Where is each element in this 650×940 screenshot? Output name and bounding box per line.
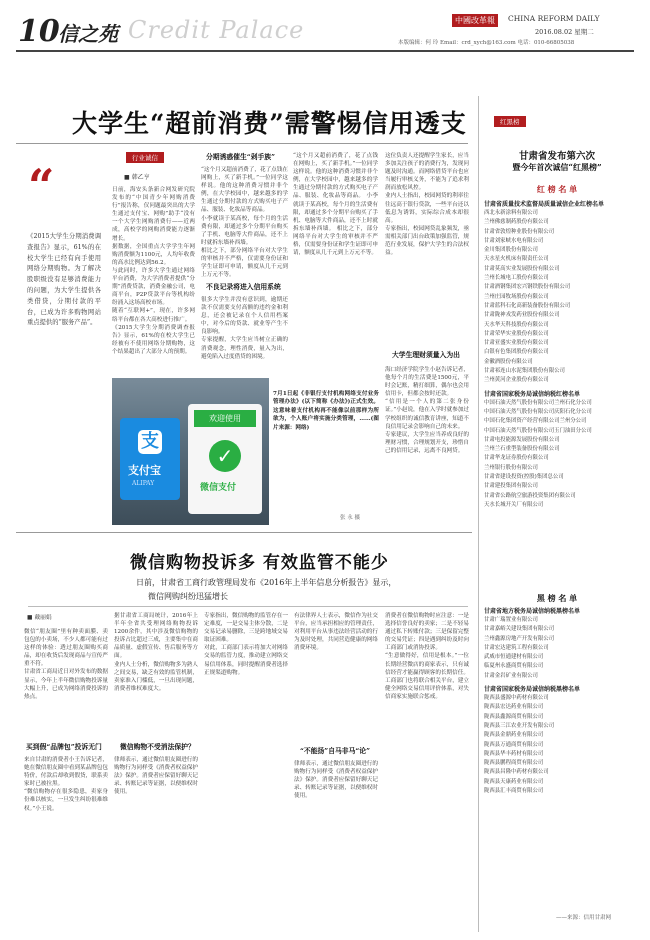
red-list-item: 兰州长城电工股份有限公司: [484, 275, 549, 282]
black-list: [484, 607, 630, 796]
black-list-item: 陇西县三江农业开发有限公司: [484, 722, 555, 729]
alipay-icon: 支: [138, 430, 162, 454]
black-list-item: 甘肃嘉峪关建设集团有限公司: [484, 626, 555, 633]
sidebar-title-2: 暨今年首次诚信“红黑榜”: [512, 162, 602, 172]
red-list-label: 红 榜 名 单: [536, 184, 578, 194]
alipay-label: 支付宝: [128, 464, 161, 477]
bottom-column-2b: 律师表示，通过微信朋友圈进行的购物行为同样受《消费者权益保护法》保护。消费者应保留好聊天记录、转账记录等证据，以便维权时使用。: [114, 757, 198, 796]
black-list-item: 甘肃金岩矿业有限公司: [484, 672, 538, 679]
category-badge: 行业诚信: [126, 152, 164, 163]
article-column-2c-text: “这个月又超前消费了，花了点钱在网购上，买了新手机。”一位同学这样说。他的这种消费习惯并非个例，在大学校园中，越来越多的学生通过分期付款的方式购买电子产品、服装、化妆品等商品。 小李就读于某高校，每个月的生活费有限，却通过多个分期平台购买了手机、电脑等大件商品，还不上时就拆东墙补西墙。 相比之下，部分网络平台对大学生的审核并不严格，仅需要身份证和学生证即可申请，额度从几千元到上万元不等。: [293, 153, 378, 257]
headline-rule: [16, 143, 468, 144]
black-list-state-tax: [484, 694, 630, 796]
black-list-item: 陇西县鹏程商贸有限公司: [484, 760, 544, 767]
red-list-tax: [484, 399, 630, 511]
black-list-item: 武威市恒通建材有限公司: [484, 654, 544, 661]
red-list-item: 西北永新涂料有限公司: [484, 210, 538, 216]
paper-logo: 中國改革報: [452, 14, 498, 27]
author-byline: ■ 韩乙亨: [124, 174, 150, 181]
red-list-item: 甘肃省公路航空旅游投资集团有限公司: [484, 492, 576, 499]
red-list-item: 甘肃蓝科石化高新装备股份有限公司: [484, 302, 571, 309]
section-title-en: Credit Palace: [128, 16, 305, 44]
payment-photo: [112, 378, 269, 525]
red-list-item: 甘肃陇神戎发药业股份有限公司: [484, 312, 560, 319]
bottom-column-3a: 专家指出，微信购物的监管存在一定难度，一是交易主体分散，二是交易记录易删除，三是跨地域交易取证困难。 对此，工商部门表示将加大对网络交易的监管力度，推动建立网络交易信用体系，同时提醒消费者选择正规渠道购物。: [204, 613, 288, 676]
black-list-label: 黑 榜 名 单: [536, 593, 578, 603]
black-list-item: 临夏州永盛商贸有限公司: [484, 663, 544, 670]
red-list-item: 中国石油天然气股份有限公司兰州石化分公司: [484, 399, 592, 406]
article-column-2a: “这个月又超前消费了，花了点钱在网购上，买了新手机。”一位同学这样说。他的这种消费习惯并非个例，在大学校园中，越来越多的学生通过分期付款的方式购买电子产品、服装、化妆品等商品。 小李就读于某高校，每个月的生活费有限，却通过多个分期平台购买了手机、电脑等大件商品，还不上时就拆东墙补西墙。 相比之下，部分网络平台对大学生的审核并不严格，仅需要身份证和学生证即可申请，额度从几千元到上万元不等。: [201, 167, 288, 279]
red-list-item: 天水华天科技股份有限公司: [484, 321, 549, 328]
article-column-2b: 很多大学生并没有意识到，逾期还款不仅需要支付高额的违约金和利息，还会被记录在个人信用档案中，对今后的贷款、就业等产生不良影响。 专家提醒，大学生应当树立正确的消费观念，理性消费，量入为出，避免陷入过度借贷的困境。: [201, 297, 288, 360]
wechat-card: [188, 404, 262, 514]
bottom-subhead-1: 买到假“品牌包”投诉无门: [26, 743, 102, 751]
alipay-label-en: ALIPAY: [132, 480, 155, 487]
subtitle-rule: [28, 606, 468, 607]
photo-caption: 7月1日起《非银行支付机构网络支付业务管理办法》(以下简称《办法》)正式生效。这意味着支付机构再不能像以前那样为所欲为，个人账户将实施分类管理，……(图片来源：网络): [273, 391, 379, 431]
bottom-author: ■ 戴丽娟: [27, 615, 52, 621]
issue-date: 2016.08.02 星期二: [535, 28, 594, 36]
red-list-item: 甘肃电投能源发展股份有限公司: [484, 436, 560, 443]
masthead-rule: [16, 50, 634, 52]
black-list-item: 陇西县天康药业有限公司: [484, 778, 544, 785]
red-list-item: 兰州银行股份有限公司: [484, 464, 538, 471]
red-list: [484, 200, 630, 510]
red-list-item: 甘肃酒钢集团宏兴钢铁股份有限公司: [484, 284, 571, 291]
red-list-item: 兰州黄河企业股份有限公司: [484, 377, 549, 384]
red-list-item: 白银有色集团股份有限公司: [484, 349, 549, 356]
editor-info: 本版编辑：何 玲 Email：crd_xych@163.com 电话：010-66805038: [398, 40, 575, 46]
secondary-subtitle-2: 微信网购纠纷迅猛增长: [148, 592, 228, 601]
alipay-card: [120, 418, 180, 500]
bottom-subhead-2: 微信购物不受消法保护？: [120, 743, 195, 751]
sidebar-badge: 红黑榜: [494, 116, 526, 127]
black-list-item: 兰州鑫源房地产开发有限公司: [484, 635, 555, 642]
red-list-item: 甘肃亚盛实业股份有限公司: [484, 340, 549, 347]
wechat-pay-label: 微信支付: [200, 483, 237, 493]
black-list-item: 甘肃广瑞置业有限公司: [484, 617, 538, 623]
red-list-item: 甘肃刘家峡水电有限公司: [484, 237, 544, 244]
black-list-item: 陇西县鑫源商贸有限公司: [484, 713, 544, 720]
black-list-item: 陇西县金鼎药业有限公司: [484, 732, 544, 739]
black-list-item: 陇西县华丰药材有限公司: [484, 750, 544, 757]
section-divider: [16, 532, 472, 533]
red-list-item: 甘肃祁连山水泥集团股份有限公司: [484, 368, 565, 375]
section-title-cn: 信之苑: [58, 22, 118, 46]
red-list-item: 兰州庄园牧场股份有限公司: [484, 293, 549, 300]
red-section-quality: 甘肃省质量技术监督局质量诚信企业红榜名单: [484, 201, 605, 208]
red-list-item: 中国石油天然气股份有限公司玉门油田分公司: [484, 427, 592, 434]
red-list-item: 中国石油天然气股份有限公司庆阳石化分公司: [484, 408, 592, 415]
subhead-credit-record: 不良记录将进入信用系统: [206, 283, 281, 291]
black-section-local-tax: 甘肃省地方税务局诚信纳税黑榜名单: [484, 608, 581, 615]
subhead-installment: 分期诱惑催生“剁手族”: [206, 153, 275, 161]
quote-mark: “: [28, 159, 55, 213]
red-list-item: 甘肃华龙证券股份有限公司: [484, 455, 549, 462]
bottom-column-2a: 据甘肃省工商局统计，2016年上半年全省共受理网络购物投诉1200余件，其中涉及微信购物的投诉占比超过三成，主要集中在商品质量、虚假宣传、售后服务等方面。 业内人士分析，微信购物多为熟人之间交易，缺乏有效的监管机制，卖家准入门槛低，一旦出现问题，消费者维权难度大。: [114, 613, 198, 692]
bottom-column-1a: 微信“朋友圈”里有种卖面膜、卖包包的小卖场，不少人都可能有过这样的体验：透过朋友圈购买商品，却在收货后发现商品与宣传严重不符。 甘肃省工商局近日对外发布的数据显示，今年上半年微信购物投诉量大幅上升，已成为网络消费投诉的热点。: [24, 629, 108, 700]
wechat-pay-icon: ✓: [209, 440, 241, 472]
red-list-item: 兰州佛慈制药股份有限公司: [484, 219, 549, 226]
red-list-item: 甘肃省敦煌种业股份有限公司: [484, 228, 555, 235]
red-list-item: 天水长城开关厂有限公司: [484, 501, 544, 508]
red-list-item: 金川集团股份有限公司: [484, 247, 538, 254]
red-list-item: 金徽酒股份有限公司: [484, 358, 533, 365]
paper-name-en: CHINA REFORM DAILY: [508, 14, 600, 23]
red-list-quality: [484, 209, 630, 386]
masthead: [0, 0, 650, 52]
page-number: 10: [18, 14, 60, 49]
bottom-column-4b: 律师表示，通过微信朋友圈进行的购物行为同样受《消费者权益保护法》保护。消费者应保留好聊天记录、转账记录等证据，以便维权时使用。: [294, 761, 378, 800]
black-list-item: 陇西县万通商贸有限公司: [484, 741, 544, 748]
subhead-budget: 大学生理财须量入为出: [392, 351, 460, 359]
secondary-headline: 微信购物投诉多 有效监管不能少: [130, 553, 389, 573]
black-list-local-tax: [484, 616, 630, 681]
black-list-item: 陇西县宏达药业有限公司: [484, 704, 544, 711]
bottom-column-5: 消费者在微信购物时应注意：一是选择信誉良好的卖家；二是不轻易通过私下转账付款；三是保留完整的交易凭证；四是遇到纠纷及时向工商部门或消协投诉。 “生意做得好，信用是根本。”一位长期经营微店的商家表示，只有诚信经营才能赢得顾客的长期信任。 工商部门也将联合相关平台，建立健全网络交易信用评价体系，对失信商家实施联合惩戒。: [385, 613, 469, 700]
article-column-2c: [293, 152, 378, 372]
article-column-3a: 这位负责人还提醒学生家长，应当多加关注孩子的消费行为，发现问题及时沟通。而网络借贷平台也应当履行审核义务，不能为了追求利润而放松风控。 业内人士指出，校园网贷的利率往往远高于银行贷款，一些平台还以低息为诱饵，实际综合成本却很高。 专家指出，校园网贷乱象频发，亟需相关部门出台政策加强监管，规范行业发展，保护大学生的合法权益。: [385, 153, 469, 257]
red-list-item: 甘肃省建设投资(控股)集团总公司: [484, 474, 564, 481]
secondary-subtitle-1: 日前，甘肃省工商行政管理局发布《2016年上半年信息分析报告》显示，: [136, 578, 397, 587]
red-list-item: 甘肃莫高实业发展股份有限公司: [484, 265, 560, 272]
sidebar-source: ——来源：信用甘肃网: [556, 915, 612, 921]
welcome-banner: 欢迎使用: [194, 410, 256, 427]
bottom-column-4a: 有法律界人士表示，微信作为社交平台，应当承担相应的管理责任，对利用平台从事违法经营活动的行为及时处理，共同营造健康的网络消费环境。: [294, 613, 378, 652]
bottom-column-1b: 来自甘肃的消费者小王告诉记者，她在微信朋友圈中看到某品牌包包特价，付款后却收到假货，联系卖家时已被拉黑。 “微信购物存在很多隐患，卖家身份难以核实，一旦发生纠纷很难维权。”小王说。: [24, 757, 108, 812]
black-list-item: 陇西县昌隆中药材有限公司: [484, 769, 549, 776]
article-column-3b: 海口经济学院学生小赵告诉记者，他每个月的生活费是1500元，平时会记账，精打细算，偶尔也会用信用卡，但都会按时还款。 “信用是一个人的第二张身份证。”小赵说，他在入学时就参加过学校组织的诚信教育讲座，知道不良信用记录会影响自己的未来。 专家建议，大学生应当养成良好的理财习惯，合理规划开支，珍惜自己的信用记录，远离不良网贷。: [385, 367, 469, 454]
sidebar-title-1: 甘肃省发布第六次: [518, 151, 595, 162]
bottom-subhead-3: “不能扬”自马非马“论”: [300, 747, 371, 755]
red-list-item: 中国石化集团资产经营有限公司兰州分公司: [484, 418, 587, 425]
black-list-item: 陇西县盛源中药材有限公司: [484, 695, 549, 702]
black-list-item: 陇西县汇丰商贸有限公司: [484, 788, 544, 795]
main-headline: 大学生“超前消费”需警惕信用透支: [72, 109, 467, 138]
article-column-1: 日前，海安头条新合网发研究院发布的“中国青少年网购消费行”报告称，仅问题最突出的大学生通过支付宝、网购”助手“没有一个大学生网购消费行——近两成，高校学的网购消费能力逐渐增长。 据数据，全国重点大学学生年网购消费额为1100元，人均年收费的高水比例达到56.2。 与此同时，许多大学生通过网络平台消费，为大学消费者提供“分期”消费贷款，消费金融公司，电商平台，P2P贷款平台等机构纷纷涌入这场高校市场。 随着“互联网+”，现在，许多网络平台都在各大高校进行推广。 《2015大学生分期消费调查报告》显示，61%的在校大学生已经被有不使用网络分期购物，这个结果超出了大部分人的预期。: [112, 187, 195, 355]
black-section-state-tax: 甘肃省国家税务局诚信纳税黑榜名单: [484, 686, 581, 694]
red-list-item: 兰州兰石重型装备股份有限公司: [484, 446, 560, 453]
pullquote: 《2015大学生分期消费调查报告》显示，61%的在校大学生已经有向手使用网络分期购物。为了解决股职级没有足够消费能力的问题，为大学生提供各类借贷，分期付款的平台，已成为许多购物网站重点提供的“服务产品”。: [27, 233, 101, 327]
photo-credit: 张 永 摄: [340, 515, 360, 521]
red-section-tax: 甘肃省国家税务局诚信纳税红榜名单: [484, 390, 581, 398]
red-list-item: 天水星火机床有限责任公司: [484, 256, 549, 263]
black-list-item: 甘肃宏达建筑工程有限公司: [484, 644, 549, 651]
red-list-item: 甘肃荣华实业股份有限公司: [484, 330, 549, 337]
red-list-item: 甘肃建投集团有限公司: [484, 483, 538, 490]
